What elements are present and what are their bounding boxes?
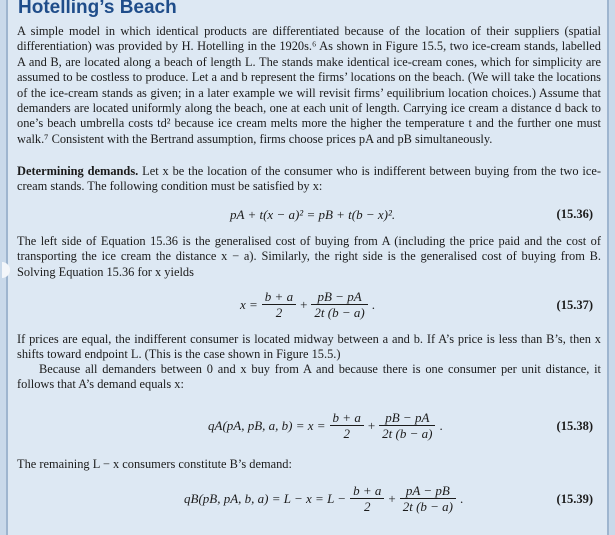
fraction-denominator: 2: [363, 499, 371, 514]
fraction-price-difference: [379, 410, 435, 441]
equation-number: (15.39): [556, 492, 593, 506]
fraction-midpoint: [262, 289, 296, 320]
plus-sign: +: [367, 418, 376, 433]
page-edge-tab: [2, 262, 10, 278]
fraction-price-difference: [311, 289, 367, 320]
paragraph-determining-demands: [17, 164, 601, 195]
equation-period: .: [371, 297, 375, 312]
equation-lhs: qA(pA, pB, a, b) = x =: [208, 418, 326, 433]
fraction-numerator: pA − pB: [400, 483, 456, 499]
fraction-midpoint: [330, 410, 364, 441]
section-title: Hotelling’s Beach: [18, 0, 177, 18]
equation-lhs: x =: [240, 297, 258, 312]
fraction-denominator: 2t (b − a): [382, 426, 433, 441]
fraction-denominator: 2: [275, 305, 283, 320]
equation-period: .: [460, 491, 464, 506]
fraction-numerator: pB − pA: [311, 289, 367, 305]
fraction-denominator: 2: [343, 426, 350, 441]
plus-sign: +: [300, 297, 308, 312]
paragraph-body: Let x be the location of the consumer who is indifferent between buying from the two ice-cream stands. The following condition must be satisfied by x:: [17, 164, 601, 194]
plus-sign: +: [388, 491, 396, 506]
paragraph-intro: A simple model in which identical products are differentiated because of the location of their suppliers (spatial differentiation) was provided by H. Hotelling in the 1920s.⁶ As shown in Figure 15.5, two ice-cream stands, labelled A and B, are located along a beach of length L. The stands make identical ice-cream cones, which for simplicity are assumed to be costless to produce. Let a and b represent the firms’ locations on the beach. (We will take the locations of the ice-cream stands as given; in a later example we will revisit firms’ equilibrium location choices.) Assume that demanders are located uniformly along the beach, one at each unit of length. Carrying ice cream a distance d back to one’s beach umbrella costs td² because ice cream melts more the higher the temperature t and the further one must walk.⁷ Consistent with the Bertrand assumption, firms choose prices pA and pB simultaneously.: [17, 24, 601, 146]
equation-number: (15.37): [556, 298, 593, 312]
equation-number: (15.36): [556, 207, 593, 221]
fraction-numerator: pB − pA: [379, 410, 435, 426]
fraction-price-difference: [400, 483, 456, 514]
paragraph-b-demand: The remaining L − x consumers constitute B’s demand:: [17, 457, 292, 471]
fraction-numerator: b + a: [330, 410, 364, 426]
fraction-numerator: b + a: [262, 289, 296, 305]
fraction-denominator: 2t (b − a): [402, 499, 454, 514]
paragraph-equal-prices: If prices are equal, the indifferent consumer is located midway between a and b. If A’s price is less than B’s, then x shifts toward endpoint L. (This is the case shown in Figure 15.5.): [17, 332, 601, 362]
equation-period: .: [439, 418, 443, 433]
equation-lhs: qB(pB, pA, b, a) = L − x = L −: [184, 491, 347, 506]
paragraph-a-demand: Because all demanders between 0 and x buy from A and because there is one consumer per unit distance, it follows that A’s demand equals x:: [17, 362, 601, 392]
equation-number: (15.38): [556, 419, 593, 433]
fraction-midpoint: [350, 483, 384, 514]
fraction-numerator: b + a: [350, 483, 384, 499]
equation-formula: pA + t(x − a)² = pB + t(b − x)².: [230, 207, 396, 222]
textbook-page: [6, 0, 609, 535]
paragraph-generalised-cost: The left side of Equation 15.36 is the generalised cost of buying from A (including the price paid and the cost of transporting the ice cream the distance x − a). Similarly, the right side is the generalised cost of buying from B. Solving Equation 15.36 for x yields: [17, 234, 601, 279]
paragraph-lead: Determining demands.: [17, 164, 139, 178]
fraction-denominator: 2t (b − a): [314, 305, 365, 320]
